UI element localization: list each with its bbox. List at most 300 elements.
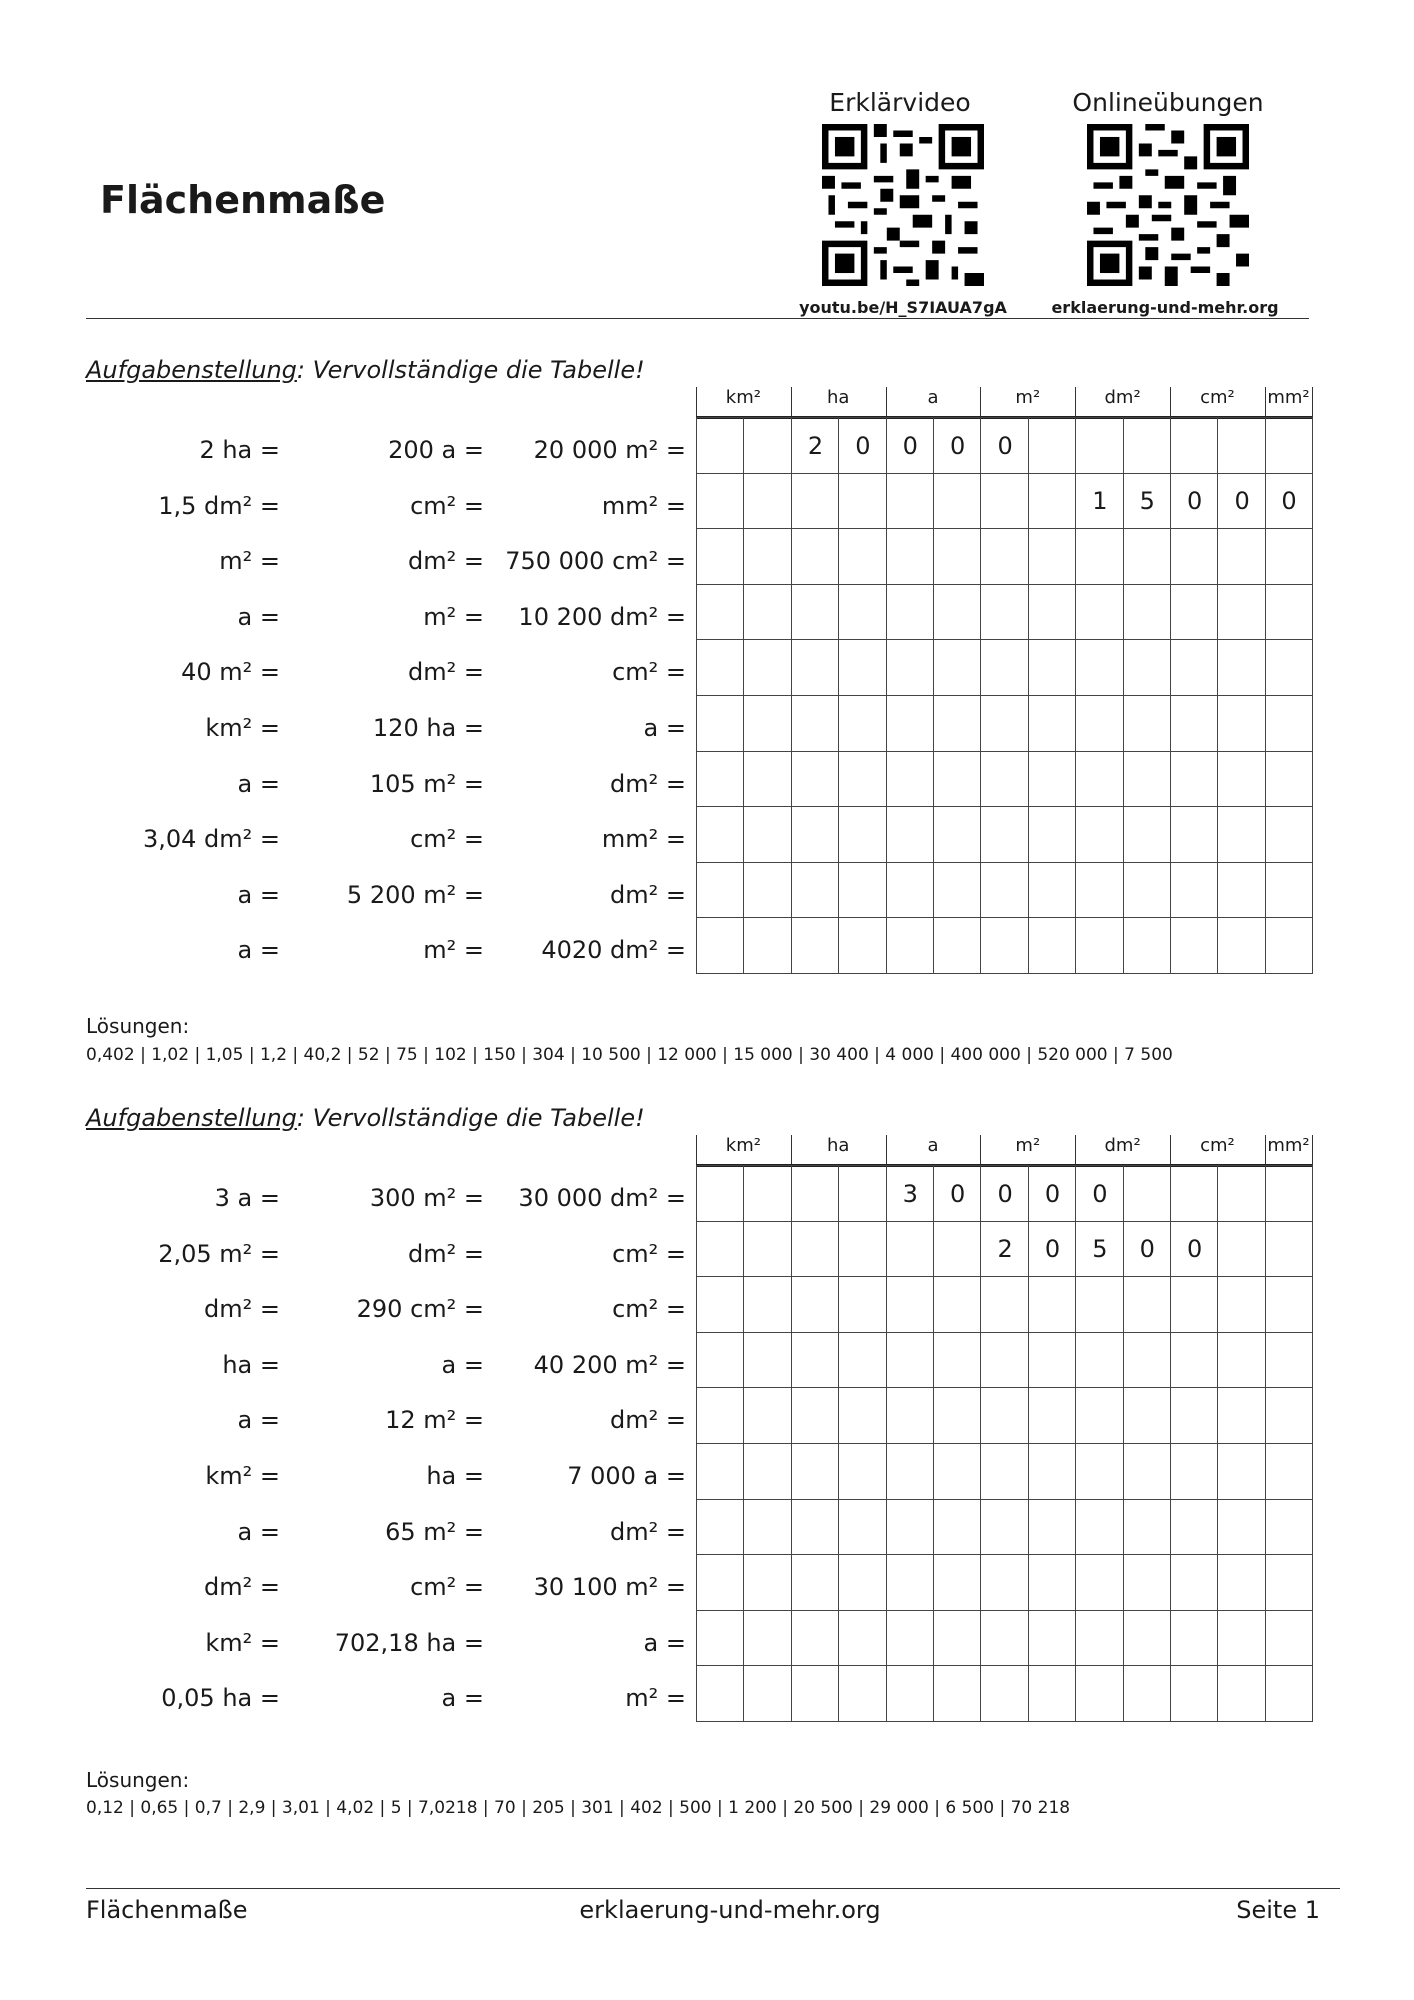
digit-cell[interactable] <box>743 695 791 752</box>
digit-cell[interactable] <box>838 1499 886 1556</box>
digit-cell[interactable] <box>1075 1443 1123 1500</box>
digit-cell[interactable] <box>791 1221 839 1278</box>
digit-cell[interactable] <box>1217 1165 1265 1222</box>
digit-cell[interactable] <box>838 751 886 808</box>
digit-cell[interactable] <box>886 584 934 641</box>
digit-cell[interactable] <box>743 1499 791 1556</box>
digit-cell[interactable] <box>1028 751 1076 808</box>
digit-cell[interactable] <box>1075 751 1123 808</box>
digit-cell[interactable] <box>696 862 744 919</box>
digit-cell[interactable] <box>743 1332 791 1389</box>
unit-header: m² <box>1015 1135 1041 1156</box>
digit-cell[interactable] <box>696 528 744 585</box>
digit-cell[interactable]: 0 <box>1075 1165 1123 1222</box>
digit-cell[interactable] <box>1028 473 1076 530</box>
digit-cell[interactable] <box>743 751 791 808</box>
digit-cell[interactable] <box>696 1221 744 1278</box>
digit-cell[interactable] <box>1028 639 1076 696</box>
digit-cell[interactable] <box>1265 1554 1313 1611</box>
digit-cell[interactable]: 0 <box>980 1165 1028 1222</box>
digit-cell[interactable] <box>743 862 791 919</box>
digit-cell[interactable] <box>838 1443 886 1500</box>
digit-cell[interactable] <box>1123 1443 1171 1500</box>
digit-cell[interactable] <box>1028 1499 1076 1556</box>
digit-cell[interactable] <box>1075 806 1123 863</box>
exercise-term: 2 ha = <box>199 436 280 464</box>
digit-cell[interactable] <box>886 473 934 530</box>
qr-code-video[interactable] <box>822 124 984 286</box>
digit-cell[interactable]: 0 <box>838 417 886 474</box>
digit-cell[interactable] <box>1217 751 1265 808</box>
digit-cell[interactable] <box>1265 751 1313 808</box>
digit-cell[interactable] <box>696 639 744 696</box>
digit-cell[interactable] <box>791 917 839 974</box>
digit-cell[interactable] <box>791 1554 839 1611</box>
digit-cell[interactable] <box>886 1499 934 1556</box>
digit-cell[interactable] <box>696 417 744 474</box>
digit-cell[interactable] <box>1028 1332 1076 1389</box>
exercise-term: 1,5 dm² = <box>158 491 280 520</box>
digit-cell[interactable] <box>696 1610 744 1667</box>
digit-cell[interactable] <box>696 917 744 974</box>
digit-cell[interactable] <box>743 584 791 641</box>
digit-cell[interactable] <box>1028 528 1076 585</box>
digit-cell[interactable] <box>791 1610 839 1667</box>
digit-cell[interactable] <box>980 584 1028 641</box>
digit-cell[interactable] <box>1123 584 1171 641</box>
digit-cell[interactable]: 0 <box>886 417 934 474</box>
digit-cell[interactable] <box>1123 1610 1171 1667</box>
digit-cell[interactable] <box>791 473 839 530</box>
digit-cell[interactable] <box>980 751 1028 808</box>
digit-cell[interactable] <box>980 1387 1028 1444</box>
digit-cell[interactable] <box>696 584 744 641</box>
digit-cell[interactable] <box>791 1665 839 1722</box>
digit-cell[interactable] <box>933 1499 981 1556</box>
digit-cell[interactable] <box>1123 1499 1171 1556</box>
digit-cell[interactable] <box>1217 1554 1265 1611</box>
digit-cell[interactable]: 1 <box>1075 473 1123 530</box>
digit-cell[interactable] <box>1028 1554 1076 1611</box>
digit-cell[interactable] <box>696 1332 744 1389</box>
digit-cell[interactable] <box>1028 862 1076 919</box>
qr-caption-video: Erklärvideo <box>829 88 971 117</box>
digit-cell[interactable] <box>1217 695 1265 752</box>
unit-separator <box>1170 387 1171 417</box>
digit-cell[interactable] <box>933 751 981 808</box>
digit-cell[interactable] <box>1075 1499 1123 1556</box>
digit-cell[interactable] <box>1265 862 1313 919</box>
digit-cell[interactable] <box>1075 1276 1123 1333</box>
digit-cell[interactable] <box>886 751 934 808</box>
unit-table-1 <box>696 387 1312 973</box>
unit-header: mm² <box>1267 1135 1310 1156</box>
exercise-term: 30 100 m² = <box>533 1573 686 1602</box>
digit-cell[interactable] <box>886 917 934 974</box>
digit-cell[interactable] <box>838 473 886 530</box>
digit-cell[interactable] <box>1217 1610 1265 1667</box>
digit-cell[interactable] <box>980 1443 1028 1500</box>
digit-cell[interactable] <box>1170 806 1218 863</box>
digit-cell[interactable] <box>743 1276 791 1333</box>
digit-cell[interactable]: 0 <box>1028 1221 1076 1278</box>
qr-code-exercises[interactable] <box>1087 124 1249 286</box>
digit-cell[interactable] <box>696 1387 744 1444</box>
exercise-term: 300 m² = <box>369 1184 484 1212</box>
digit-cell[interactable] <box>933 917 981 974</box>
digit-cell[interactable] <box>838 695 886 752</box>
digit-cell[interactable] <box>838 862 886 919</box>
digit-cell[interactable] <box>1170 1332 1218 1389</box>
digit-cell[interactable] <box>933 1443 981 1500</box>
digit-cell[interactable] <box>838 1610 886 1667</box>
digit-cell[interactable] <box>1265 1499 1313 1556</box>
digit-cell[interactable] <box>1123 639 1171 696</box>
digit-cell[interactable] <box>980 1554 1028 1611</box>
digit-cell[interactable] <box>1028 917 1076 974</box>
digit-cell[interactable] <box>696 1276 744 1333</box>
unit-header: dm² <box>1104 387 1141 408</box>
digit-cell[interactable] <box>1170 1387 1218 1444</box>
digit-cell[interactable] <box>886 1221 934 1278</box>
digit-cell[interactable] <box>1170 1554 1218 1611</box>
solutions-list-1: 0,402 | 1,02 | 1,05 | 1,2 | 40,2 | 52 | 75 | 102 | 150 | 304 | 10 500 | 12 000 | 15 000 | 30 400 | 4 000 | 400 000 | 520 000 | 7 500 <box>86 1045 1173 1065</box>
digit-cell[interactable] <box>980 1610 1028 1667</box>
digit-cell[interactable] <box>743 1665 791 1722</box>
digit-cell[interactable]: 0 <box>1265 473 1313 530</box>
digit-cell[interactable] <box>886 639 934 696</box>
digit-cell[interactable] <box>1265 639 1313 696</box>
digit-cell[interactable] <box>980 1276 1028 1333</box>
digit-cell[interactable] <box>1028 1443 1076 1500</box>
digit-cell[interactable] <box>1123 417 1171 474</box>
digit-cell[interactable] <box>1028 584 1076 641</box>
digit-cell[interactable] <box>696 1499 744 1556</box>
digit-cell[interactable] <box>933 1221 981 1278</box>
digit-cell[interactable] <box>1217 1665 1265 1722</box>
exercise-term: cm² = <box>612 1295 686 1324</box>
digit-cell[interactable] <box>1028 1610 1076 1667</box>
digit-cell[interactable] <box>886 1332 934 1389</box>
digit-cell[interactable] <box>791 1499 839 1556</box>
digit-cell[interactable] <box>1265 695 1313 752</box>
digit-cell[interactable] <box>1170 1165 1218 1222</box>
digit-cell[interactable] <box>1075 528 1123 585</box>
digit-cell[interactable] <box>1217 1221 1265 1278</box>
digit-cell[interactable] <box>980 806 1028 863</box>
qr-url-exercises[interactable]: erklaerung-und-mehr.org <box>1051 298 1279 317</box>
exercise-term: 0,05 ha = <box>161 1684 280 1713</box>
digit-cell[interactable] <box>743 417 791 474</box>
digit-cell[interactable] <box>791 639 839 696</box>
digit-cell[interactable] <box>1265 917 1313 974</box>
digit-cell[interactable] <box>1075 584 1123 641</box>
digit-cell[interactable]: 2 <box>980 1221 1028 1278</box>
digit-cell[interactable] <box>1123 1554 1171 1611</box>
digit-cell[interactable] <box>838 528 886 585</box>
digit-cell[interactable] <box>980 528 1028 585</box>
digit-cell[interactable] <box>1123 917 1171 974</box>
digit-cell[interactable]: 0 <box>1028 1165 1076 1222</box>
digit-cell[interactable] <box>933 806 981 863</box>
digit-cell[interactable] <box>1123 1665 1171 1722</box>
unit-header: dm² <box>1104 1135 1141 1156</box>
digit-cell[interactable] <box>1265 1221 1313 1278</box>
digit-cell[interactable] <box>743 806 791 863</box>
digit-cell[interactable] <box>791 862 839 919</box>
digit-cell[interactable] <box>791 751 839 808</box>
digit-cell[interactable] <box>696 1554 744 1611</box>
digit-cell[interactable] <box>1075 639 1123 696</box>
digit-cell[interactable] <box>980 1665 1028 1722</box>
digit-cell[interactable] <box>791 1443 839 1500</box>
exercise-term: dm² = <box>610 1406 686 1435</box>
digit-cell[interactable] <box>1028 1387 1076 1444</box>
digit-cell[interactable] <box>1170 1276 1218 1333</box>
digit-cell[interactable] <box>1123 695 1171 752</box>
digit-cell[interactable] <box>1170 695 1218 752</box>
digit-cell[interactable] <box>1170 917 1218 974</box>
digit-cell[interactable] <box>1170 751 1218 808</box>
digit-cell[interactable] <box>1265 528 1313 585</box>
digit-cell[interactable] <box>980 639 1028 696</box>
digit-cell[interactable] <box>1075 1554 1123 1611</box>
digit-cell[interactable] <box>791 584 839 641</box>
digit-cell[interactable] <box>1028 695 1076 752</box>
digit-cell[interactable] <box>743 1387 791 1444</box>
digit-cell[interactable]: 0 <box>1170 1221 1218 1278</box>
digit-cell[interactable] <box>1170 1665 1218 1722</box>
digit-cell[interactable] <box>1075 1387 1123 1444</box>
digit-cell[interactable] <box>743 473 791 530</box>
digit-cell[interactable] <box>933 1665 981 1722</box>
footer-website[interactable]: erklaerung-und-mehr.org <box>579 1896 881 1924</box>
digit-cell[interactable] <box>886 1610 934 1667</box>
digit-cell[interactable] <box>1265 1165 1313 1222</box>
digit-cell[interactable] <box>838 917 886 974</box>
digit-cell[interactable]: 0 <box>1217 473 1265 530</box>
digit-cell[interactable] <box>1265 1332 1313 1389</box>
digit-cell[interactable] <box>1123 528 1171 585</box>
digit-cell[interactable] <box>1217 806 1265 863</box>
digit-cell[interactable] <box>933 528 981 585</box>
digit-cell[interactable] <box>838 1554 886 1611</box>
digit-cell[interactable] <box>1028 417 1076 474</box>
digit-cell[interactable] <box>886 1554 934 1611</box>
digit-cell[interactable] <box>980 917 1028 974</box>
digit-cell[interactable] <box>1170 584 1218 641</box>
unit-separator <box>980 1135 981 1165</box>
digit-cell[interactable] <box>933 1387 981 1444</box>
digit-cell[interactable] <box>791 1387 839 1444</box>
digit-cell[interactable] <box>1170 862 1218 919</box>
digit-cell[interactable] <box>980 695 1028 752</box>
digit-cell[interactable] <box>933 1276 981 1333</box>
digit-cell[interactable] <box>1123 1276 1171 1333</box>
digit-cell[interactable] <box>886 1443 934 1500</box>
digit-cell[interactable] <box>696 1165 744 1222</box>
digit-cell[interactable] <box>1028 1276 1076 1333</box>
digit-cell[interactable] <box>886 1276 934 1333</box>
digit-cell[interactable] <box>1123 1165 1171 1222</box>
digit-cell[interactable] <box>1265 1443 1313 1500</box>
digit-cell[interactable] <box>838 1165 886 1222</box>
exercise-term: m² = <box>219 547 280 576</box>
digit-cell[interactable] <box>1170 1499 1218 1556</box>
digit-cell[interactable] <box>696 473 744 530</box>
digit-cell[interactable] <box>743 1165 791 1222</box>
digit-cell[interactable]: 5 <box>1123 473 1171 530</box>
digit-cell[interactable] <box>933 695 981 752</box>
digit-cell[interactable] <box>980 473 1028 530</box>
exercise-term: a = <box>643 1628 686 1657</box>
digit-cell[interactable] <box>1265 1610 1313 1667</box>
digit-cell[interactable] <box>1217 639 1265 696</box>
digit-cell[interactable] <box>933 1610 981 1667</box>
digit-cell[interactable] <box>838 584 886 641</box>
digit-cell[interactable] <box>838 639 886 696</box>
digit-cell[interactable] <box>933 862 981 919</box>
digit-cell[interactable] <box>838 806 886 863</box>
digit-cell[interactable] <box>1075 1665 1123 1722</box>
unit-separator <box>1265 1135 1266 1165</box>
digit-cell[interactable] <box>886 1665 934 1722</box>
digit-cell[interactable] <box>1075 695 1123 752</box>
footer-title: Flächenmaße <box>86 1896 248 1924</box>
solutions-list-2: 0,12 | 0,65 | 0,7 | 2,9 | 3,01 | 4,02 | 5 | 7,0218 | 70 | 205 | 301 | 402 | 500 | 1 200 | 20 500 | 29 000 | 6 500 | 70 218 <box>86 1798 1071 1818</box>
digit-cell[interactable] <box>980 1332 1028 1389</box>
digit-cell[interactable] <box>838 1276 886 1333</box>
digit-cell[interactable] <box>743 639 791 696</box>
digit-cell[interactable]: 0 <box>980 417 1028 474</box>
digit-cell[interactable] <box>1123 862 1171 919</box>
digit-cell[interactable] <box>791 1332 839 1389</box>
digit-cell[interactable] <box>743 1610 791 1667</box>
digit-cell[interactable] <box>696 1443 744 1500</box>
digit-cell[interactable] <box>1170 639 1218 696</box>
exercise-term: 290 cm² = <box>356 1295 484 1324</box>
digit-cell[interactable] <box>1170 528 1218 585</box>
digit-cell[interactable] <box>791 528 839 585</box>
digit-cell[interactable] <box>743 528 791 585</box>
digit-cell[interactable] <box>743 1554 791 1611</box>
digit-cell[interactable] <box>1217 917 1265 974</box>
digit-cell[interactable] <box>743 1221 791 1278</box>
digit-cell[interactable] <box>1265 1665 1313 1722</box>
exercise-term: a = <box>237 1406 280 1435</box>
digit-cell[interactable] <box>1123 1332 1171 1389</box>
exercise-term: a = <box>237 880 280 909</box>
qr-url-video[interactable]: youtu.be/H_S7IAUA7gA <box>799 298 1007 317</box>
digit-cell[interactable] <box>1075 1332 1123 1389</box>
digit-cell[interactable] <box>1123 806 1171 863</box>
digit-cell[interactable] <box>791 695 839 752</box>
digit-cell[interactable] <box>1123 751 1171 808</box>
digit-cell[interactable] <box>886 1387 934 1444</box>
digit-cell[interactable] <box>1217 1332 1265 1389</box>
digit-cell[interactable] <box>1217 1276 1265 1333</box>
digit-cell[interactable] <box>1265 1387 1313 1444</box>
digit-cell[interactable] <box>696 1665 744 1722</box>
digit-cell[interactable] <box>1217 528 1265 585</box>
exercise-term: 7 000 a = <box>567 1462 686 1490</box>
footer-divider <box>86 1888 1340 1889</box>
exercise-term: 65 m² = <box>385 1517 484 1546</box>
digit-cell[interactable] <box>1265 806 1313 863</box>
digit-cell[interactable] <box>791 806 839 863</box>
digit-cell[interactable] <box>933 639 981 696</box>
digit-cell[interactable] <box>1217 1387 1265 1444</box>
digit-cell[interactable] <box>696 806 744 863</box>
unit-separator <box>696 387 697 417</box>
digit-cell[interactable] <box>1217 417 1265 474</box>
digit-cell[interactable] <box>696 695 744 752</box>
digit-cell[interactable] <box>838 1387 886 1444</box>
digit-cell[interactable] <box>933 584 981 641</box>
digit-cell[interactable] <box>1123 1387 1171 1444</box>
digit-cell[interactable] <box>1170 417 1218 474</box>
exercise-term: a = <box>237 936 280 965</box>
digit-cell[interactable] <box>1028 806 1076 863</box>
digit-cell[interactable]: 0 <box>933 417 981 474</box>
digit-cell[interactable]: 0 <box>1170 473 1218 530</box>
digit-cell[interactable]: 5 <box>1075 1221 1123 1278</box>
digit-cell[interactable] <box>838 1221 886 1278</box>
digit-cell[interactable] <box>980 1499 1028 1556</box>
digit-cell[interactable] <box>791 1276 839 1333</box>
digit-cell[interactable] <box>1265 584 1313 641</box>
task-text: : Vervollständige die Tabelle! <box>296 1104 645 1132</box>
digit-cell[interactable] <box>696 751 744 808</box>
digit-cell[interactable] <box>886 528 934 585</box>
digit-cell[interactable]: 3 <box>886 1165 934 1222</box>
digit-cell[interactable]: 0 <box>933 1165 981 1222</box>
digit-cell[interactable] <box>1265 417 1313 474</box>
digit-cell[interactable]: 0 <box>1123 1221 1171 1278</box>
digit-cell[interactable] <box>980 862 1028 919</box>
digit-cell[interactable] <box>1217 1499 1265 1556</box>
header-divider <box>86 318 1309 319</box>
digit-cell[interactable] <box>933 473 981 530</box>
digit-cell[interactable] <box>1217 584 1265 641</box>
digit-cell[interactable] <box>838 1665 886 1722</box>
digit-cell[interactable] <box>1217 1443 1265 1500</box>
task-label: Aufgabenstellung <box>86 1104 297 1132</box>
digit-cell[interactable] <box>886 862 934 919</box>
digit-cell[interactable] <box>1075 417 1123 474</box>
digit-cell[interactable] <box>1170 1610 1218 1667</box>
digit-cell[interactable] <box>1265 1276 1313 1333</box>
digit-cell[interactable] <box>886 806 934 863</box>
digit-cell[interactable] <box>1075 862 1123 919</box>
digit-cell[interactable] <box>743 1443 791 1500</box>
unit-header: km² <box>725 1135 761 1156</box>
exercise-term: dm² = <box>610 880 686 909</box>
digit-cell[interactable] <box>933 1554 981 1611</box>
digit-cell[interactable] <box>791 1165 839 1222</box>
digit-cell[interactable] <box>1075 1610 1123 1667</box>
digit-cell[interactable] <box>1170 1443 1218 1500</box>
digit-cell[interactable] <box>1028 1665 1076 1722</box>
digit-cell[interactable] <box>886 695 934 752</box>
digit-cell[interactable] <box>1075 917 1123 974</box>
digit-cell[interactable] <box>933 1332 981 1389</box>
exercise-term: 3,04 dm² = <box>142 825 280 854</box>
digit-cell[interactable] <box>743 917 791 974</box>
digit-cell[interactable] <box>1217 862 1265 919</box>
digit-cell[interactable] <box>838 1332 886 1389</box>
digit-cell[interactable]: 2 <box>791 417 839 474</box>
